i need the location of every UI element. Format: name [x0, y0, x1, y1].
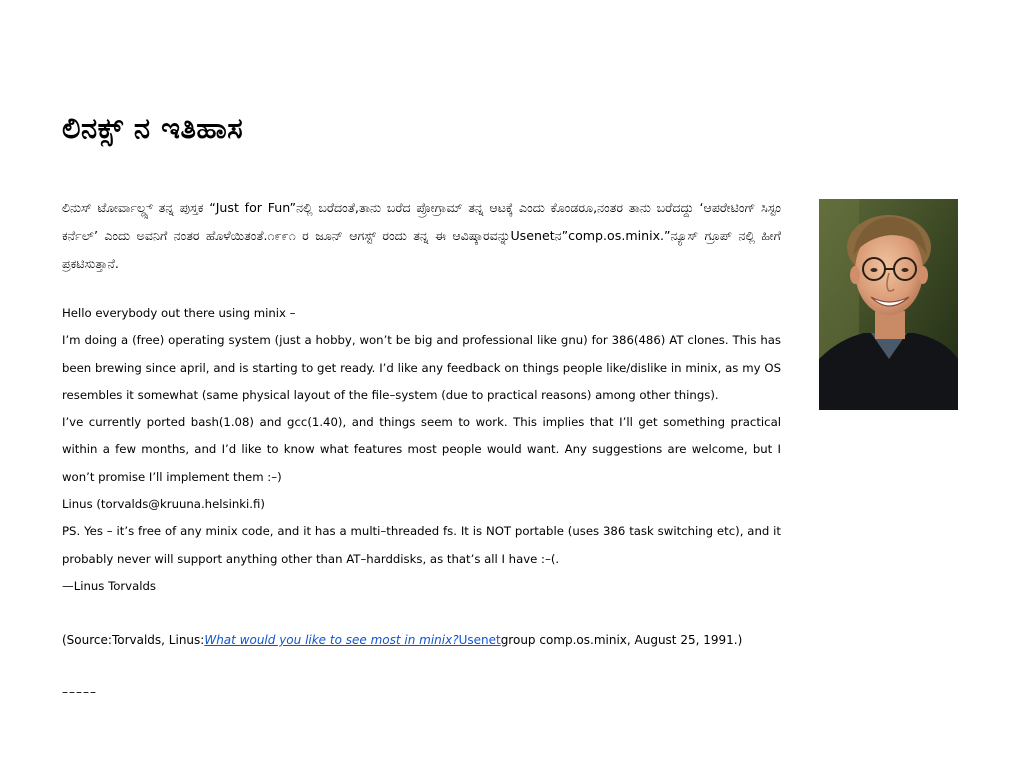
usenet-post [62, 300, 781, 600]
source-citation [62, 626, 781, 654]
page-title: ಲಿನಕ್ಸ್ ನ ಇತಿಹಾಸ [62, 111, 244, 145]
portrait-photo [819, 199, 958, 410]
post-paragraph-2: I’ve currently ported bash(1.08) and gcc(1.40), and things seem to work. This implies that I’ll get something practical within a few months, and I’d like to know what features most people would want. Any suggestions are welcome, but I won’t promise I’ll implement them :–) [62, 415, 781, 484]
post-signature: Linus (torvalds@kruuna.helsinki.fi) [62, 497, 265, 512]
post-paragraph-1: I’m doing a (free) operating system (just a hobby, won’t be big and professional like gnu) for 386(486) AT clones. This has been brewing since april, and is starting to get ready. I’d like any feedback on things people like/dislike in minix, as my OS resembles it somewhat (same physical layout of the file–system (due to practical reasons) among other things). [62, 333, 781, 402]
post-greeting: Hello everybody out there using minix – [62, 306, 296, 320]
source-prefix: (Source:Torvalds, Linus: [62, 633, 205, 647]
source-suffix: group comp.os.minix, August 25, 1991.) [500, 633, 743, 647]
source-link-usenet[interactable]: Usenet [458, 633, 501, 647]
post-attribution: —Linus Torvalds [62, 578, 157, 593]
intro-paragraph: ಲಿನುಸ್ ಟೋರ್ವಾಲ್ಡ್ಸ್ ತನ್ನ ಪುಸ್ತಕ “Just for Fun”ನಲ್ಲಿ ಬರೆದಂತೆ,ತಾನು ಬರೆದ ಪ್ರೋಗ್ರಾಮ್ ತನ್ನ ಆಟಕ್ಕೆ ಎಂದು ಕೊಂಡರೂ,ನಂತರ ತಾನು ಬರೆದದ್ದು ‘ಆಪರೇಟಿಂಗ್ ಸಿಸ್ಟಂ ಕರ್ನೆಲ್’ ಎಂದು ಅವನಿಗೆ ನಂತರ ಹೊಳೆಯಿತಂತೆ.೧೯೯೧ ರ ಜೂನ್ ಆಗಸ್ಟ್ ರಂದು ತನ್ನ ಈ ಆವಿಷ್ಕಾರವನ್ನುUsenetನ”comp.os.minix.”ನ್ಯೂಸ್ ಗ್ರೂಪ್ ನಲ್ಲಿ ಹೀಗೆ ಪ್ರಕಟಿಸುತ್ತಾನೆ. [62, 200, 781, 271]
source-link-article[interactable]: What would you like to see most in minix? [204, 633, 459, 647]
separator: ––––– [62, 685, 97, 699]
post-ps: PS. Yes – it’s free of any minix code, and it has a multi–threaded fs. It is NOT portable (uses 386 task switching etc), and it probably never will support anything other than AT–harddisks, as that’s all I have :–(. [62, 524, 781, 566]
